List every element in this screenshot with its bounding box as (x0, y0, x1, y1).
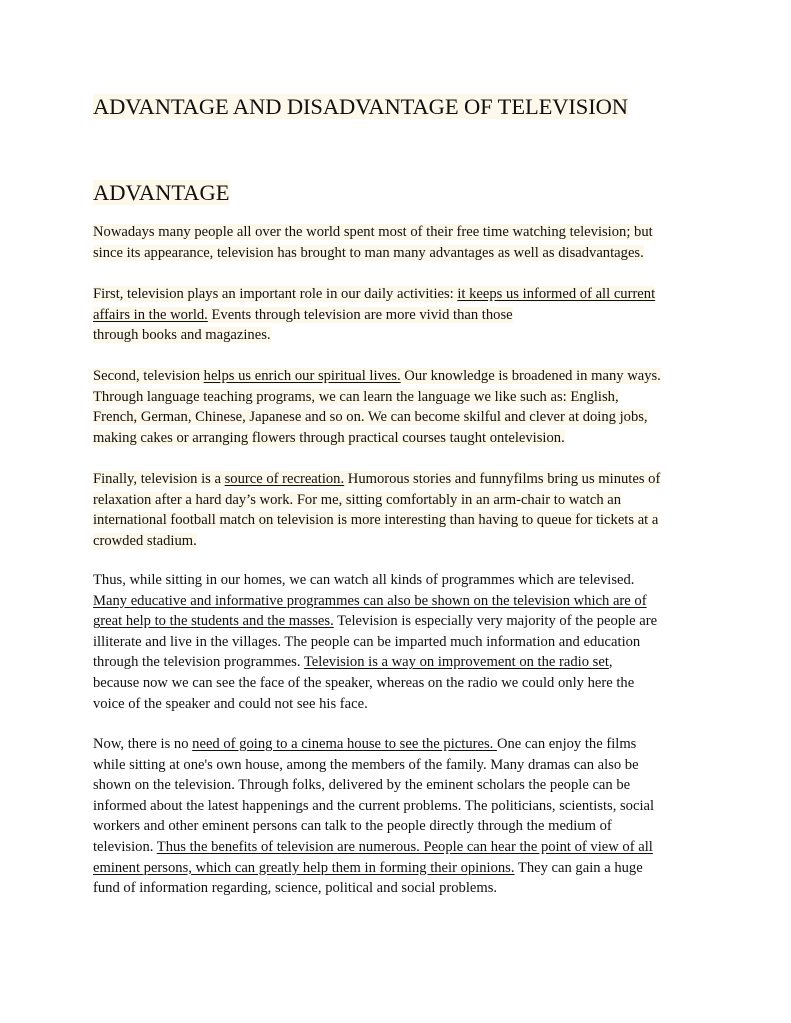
title-text: ADVANTAGE AND DISADVANTAGE OF TELEVISION (93, 94, 628, 119)
p5-line-4: illiterate and live in the villages. The people can be imparted much information and education (93, 633, 641, 650)
paragraph-now (93, 734, 703, 899)
p5-line-6: because now we can see the face of the speaker, whereas on the radio we could only here the (93, 674, 635, 691)
paragraph-thus (93, 570, 703, 714)
p3-line-3: French, German, Chinese, Japanese and so on. We can become skilful and clever at doing jobs, (93, 409, 648, 426)
paragraph-intro (93, 222, 703, 263)
p5-underlined-phrase-2: great help to the students and the masses. (93, 613, 334, 630)
paragraph-finally (93, 469, 703, 551)
p4-line-1-text-b: Humorous stories and funnyfilms bring us minutes of (344, 471, 661, 487)
p6-line-3: shown on the television. Through folks, delivered by the eminent scholars the people can be (93, 777, 631, 794)
p3-line-4: making cakes or arranging flowers through practical courses taught ontelevision. (93, 429, 565, 446)
p4-line-2: relaxation after a hard day’s work. For me, sitting comfortably in an arm-chair to watch an (93, 491, 622, 508)
p4-line-1-text-a: Finally, television is a (93, 471, 225, 487)
p3-underlined-phrase: helps us enrich our spiritual lives. (203, 368, 401, 384)
p6-line-2: while sitting at one's own house, among the members of the family. Many dramas can also be (93, 756, 639, 773)
p6-underlined-phrase-2: Thus the benefits of television are numerous. People can hear the point of view of all (156, 838, 653, 855)
p5-underlined-phrase-3: Television is a way on improvement on the radio set (303, 654, 609, 671)
p5-line-5-text-a: through the television programmes. (93, 654, 304, 671)
p1-line-2: since its appearance, television has brought to man many advantages as well as disadvantages. (93, 244, 644, 261)
p2-underlined-phrase-2: affairs in the world. (93, 306, 208, 323)
p1-line-1: Nowadays many people all over the world spent most of their free time watching television; but (93, 224, 653, 240)
paragraph-first (93, 284, 703, 346)
p6-line-1-text-a: Now, there is no (93, 736, 193, 752)
p6-line-6-text: television. (93, 838, 157, 855)
p2-underlined-phrase-1: it keeps us informed of all current (457, 286, 656, 302)
p2-line-1-text: First, television plays an important role in our daily activities: (93, 286, 458, 302)
heading-text: ADVANTAGE (93, 180, 230, 205)
p5-line-7: voice of the speaker and could not see his face. (93, 695, 368, 712)
p5-line-5-text-b: , (608, 654, 613, 671)
p4-line-4: crowded stadium. (93, 532, 197, 549)
p4-underlined-phrase: source of recreation. (224, 471, 345, 487)
p3-line-1-text-a: Second, television (93, 368, 204, 384)
p5-line-1: Thus, while sitting in our homes, we can watch all kinds of programmes which are televised. (93, 572, 635, 588)
p6-underlined-phrase-3: eminent persons, which can greatly help them in forming their opinions. (93, 859, 515, 876)
p6-underlined-phrase-1: need of going to a cinema house to see the pictures. (192, 736, 497, 752)
p5-underlined-phrase-1: Many educative and informative programmes can also be shown on the television which are of (93, 592, 647, 609)
p6-line-1-text-b: One can enjoy the films (496, 736, 637, 752)
p6-line-5: workers and other eminent persons can talk to the people directly through the medium of (93, 818, 612, 835)
p6-line-7-text: They can gain a huge (514, 859, 643, 876)
p2-line-3: through books and magazines. (93, 327, 271, 344)
p2-line-2-text: Events through television are more vivid than those (207, 306, 513, 323)
p3-line-2: Through language teaching programs, we can learn the language we like such as: English, (93, 388, 619, 405)
section-heading-advantage (93, 179, 230, 207)
p6-line-8: fund of information regarding, science, political and social problems. (93, 880, 498, 897)
p4-line-3: international football match on television is more interesting than having to queue for tickets at a (93, 512, 659, 529)
document-title (93, 93, 628, 121)
p6-line-4: informed about the latest happenings and the current problems. The politicians, scientists, social (93, 797, 655, 814)
p3-line-1-text-b: Our knowledge is broadened in many ways. (400, 368, 661, 384)
paragraph-second (93, 366, 703, 448)
p5-line-3-text: Television is especially very majority of the people are (333, 613, 658, 630)
